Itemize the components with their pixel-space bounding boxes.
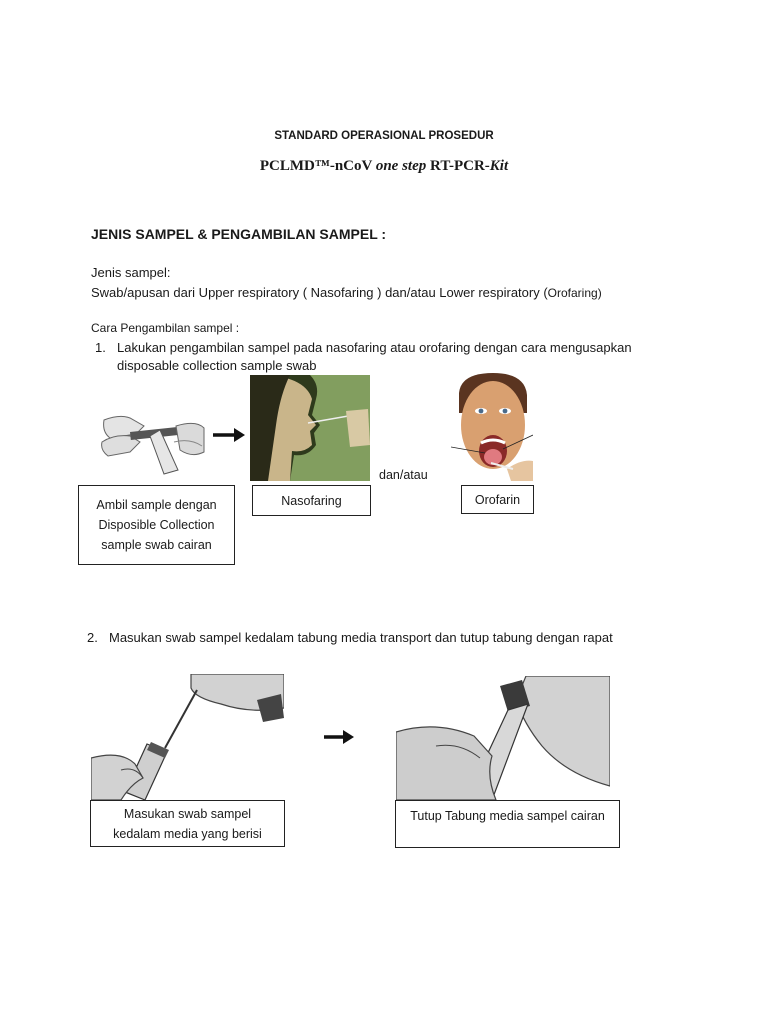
dan-atau-label: dan/atau [379,468,428,482]
doc-subtitle [0,158,768,175]
subtitle-mid: RT-PCR- [426,158,490,174]
jenis-text-small: Orofaring) [547,286,602,300]
arrow-right-icon [212,426,246,444]
collect-line-3: sample swab cairan [101,538,212,552]
insert-line-2: kedalam media yang berisi [113,826,262,841]
section-heading: JENIS SAMPEL & PENGAMBILAN SAMPEL : [91,226,387,242]
jenis-text [91,284,602,302]
step-1-line2: disposable collection sample swab [117,358,317,373]
nasofaring-photo [250,375,370,481]
subtitle-kit: Kit [489,158,509,174]
insert-swab-box [90,800,285,847]
jenis-text-main: Swab/apusan dari Upper respiratory ( Nasofaring ) dan/atau Lower respiratory ( [91,285,548,300]
close-tube-box [395,800,620,848]
nasofaring-label: Nasofaring [281,493,342,508]
swab-illustration [100,412,206,478]
collect-sample-box [78,485,235,565]
orofarin-label: Orofarin [474,492,521,507]
nasofaring-box [252,485,371,516]
step-2-line1: Masukan swab sampel kedalam tabung media transport dan tutup tabung dengan rapat [109,630,613,645]
subtitle-italic: one step [375,158,427,174]
orofarin-box [461,485,534,514]
close-tube-illustration [396,676,610,800]
step-1-line1: Lakukan pengambilan sampel pada nasofaring atau orofaring dengan cara mengusapkan [117,340,632,355]
step-1-number: 1. [95,340,106,355]
orofaring-illustration [451,373,533,481]
insert-line-1: Masukan swab sampel [123,806,252,821]
arrow-right-icon-2 [323,728,355,746]
insert-swab-illustration [91,674,284,800]
collect-line-2: Disposible Collection [98,518,215,532]
step-2-number: 2. [87,630,98,645]
close-tube-label: Tutup Tabung media sampel cairan [410,809,605,823]
collect-line-1: Ambil sample dengan [96,498,217,512]
cara-label: Cara Pengambilan sampel : [91,321,240,335]
doc-title: STANDARD OPERASIONAL PROSEDUR [274,130,494,142]
jenis-label: Jenis sampel: [91,265,171,280]
subtitle-prefix: PCLMD™-nCoV [259,158,376,174]
